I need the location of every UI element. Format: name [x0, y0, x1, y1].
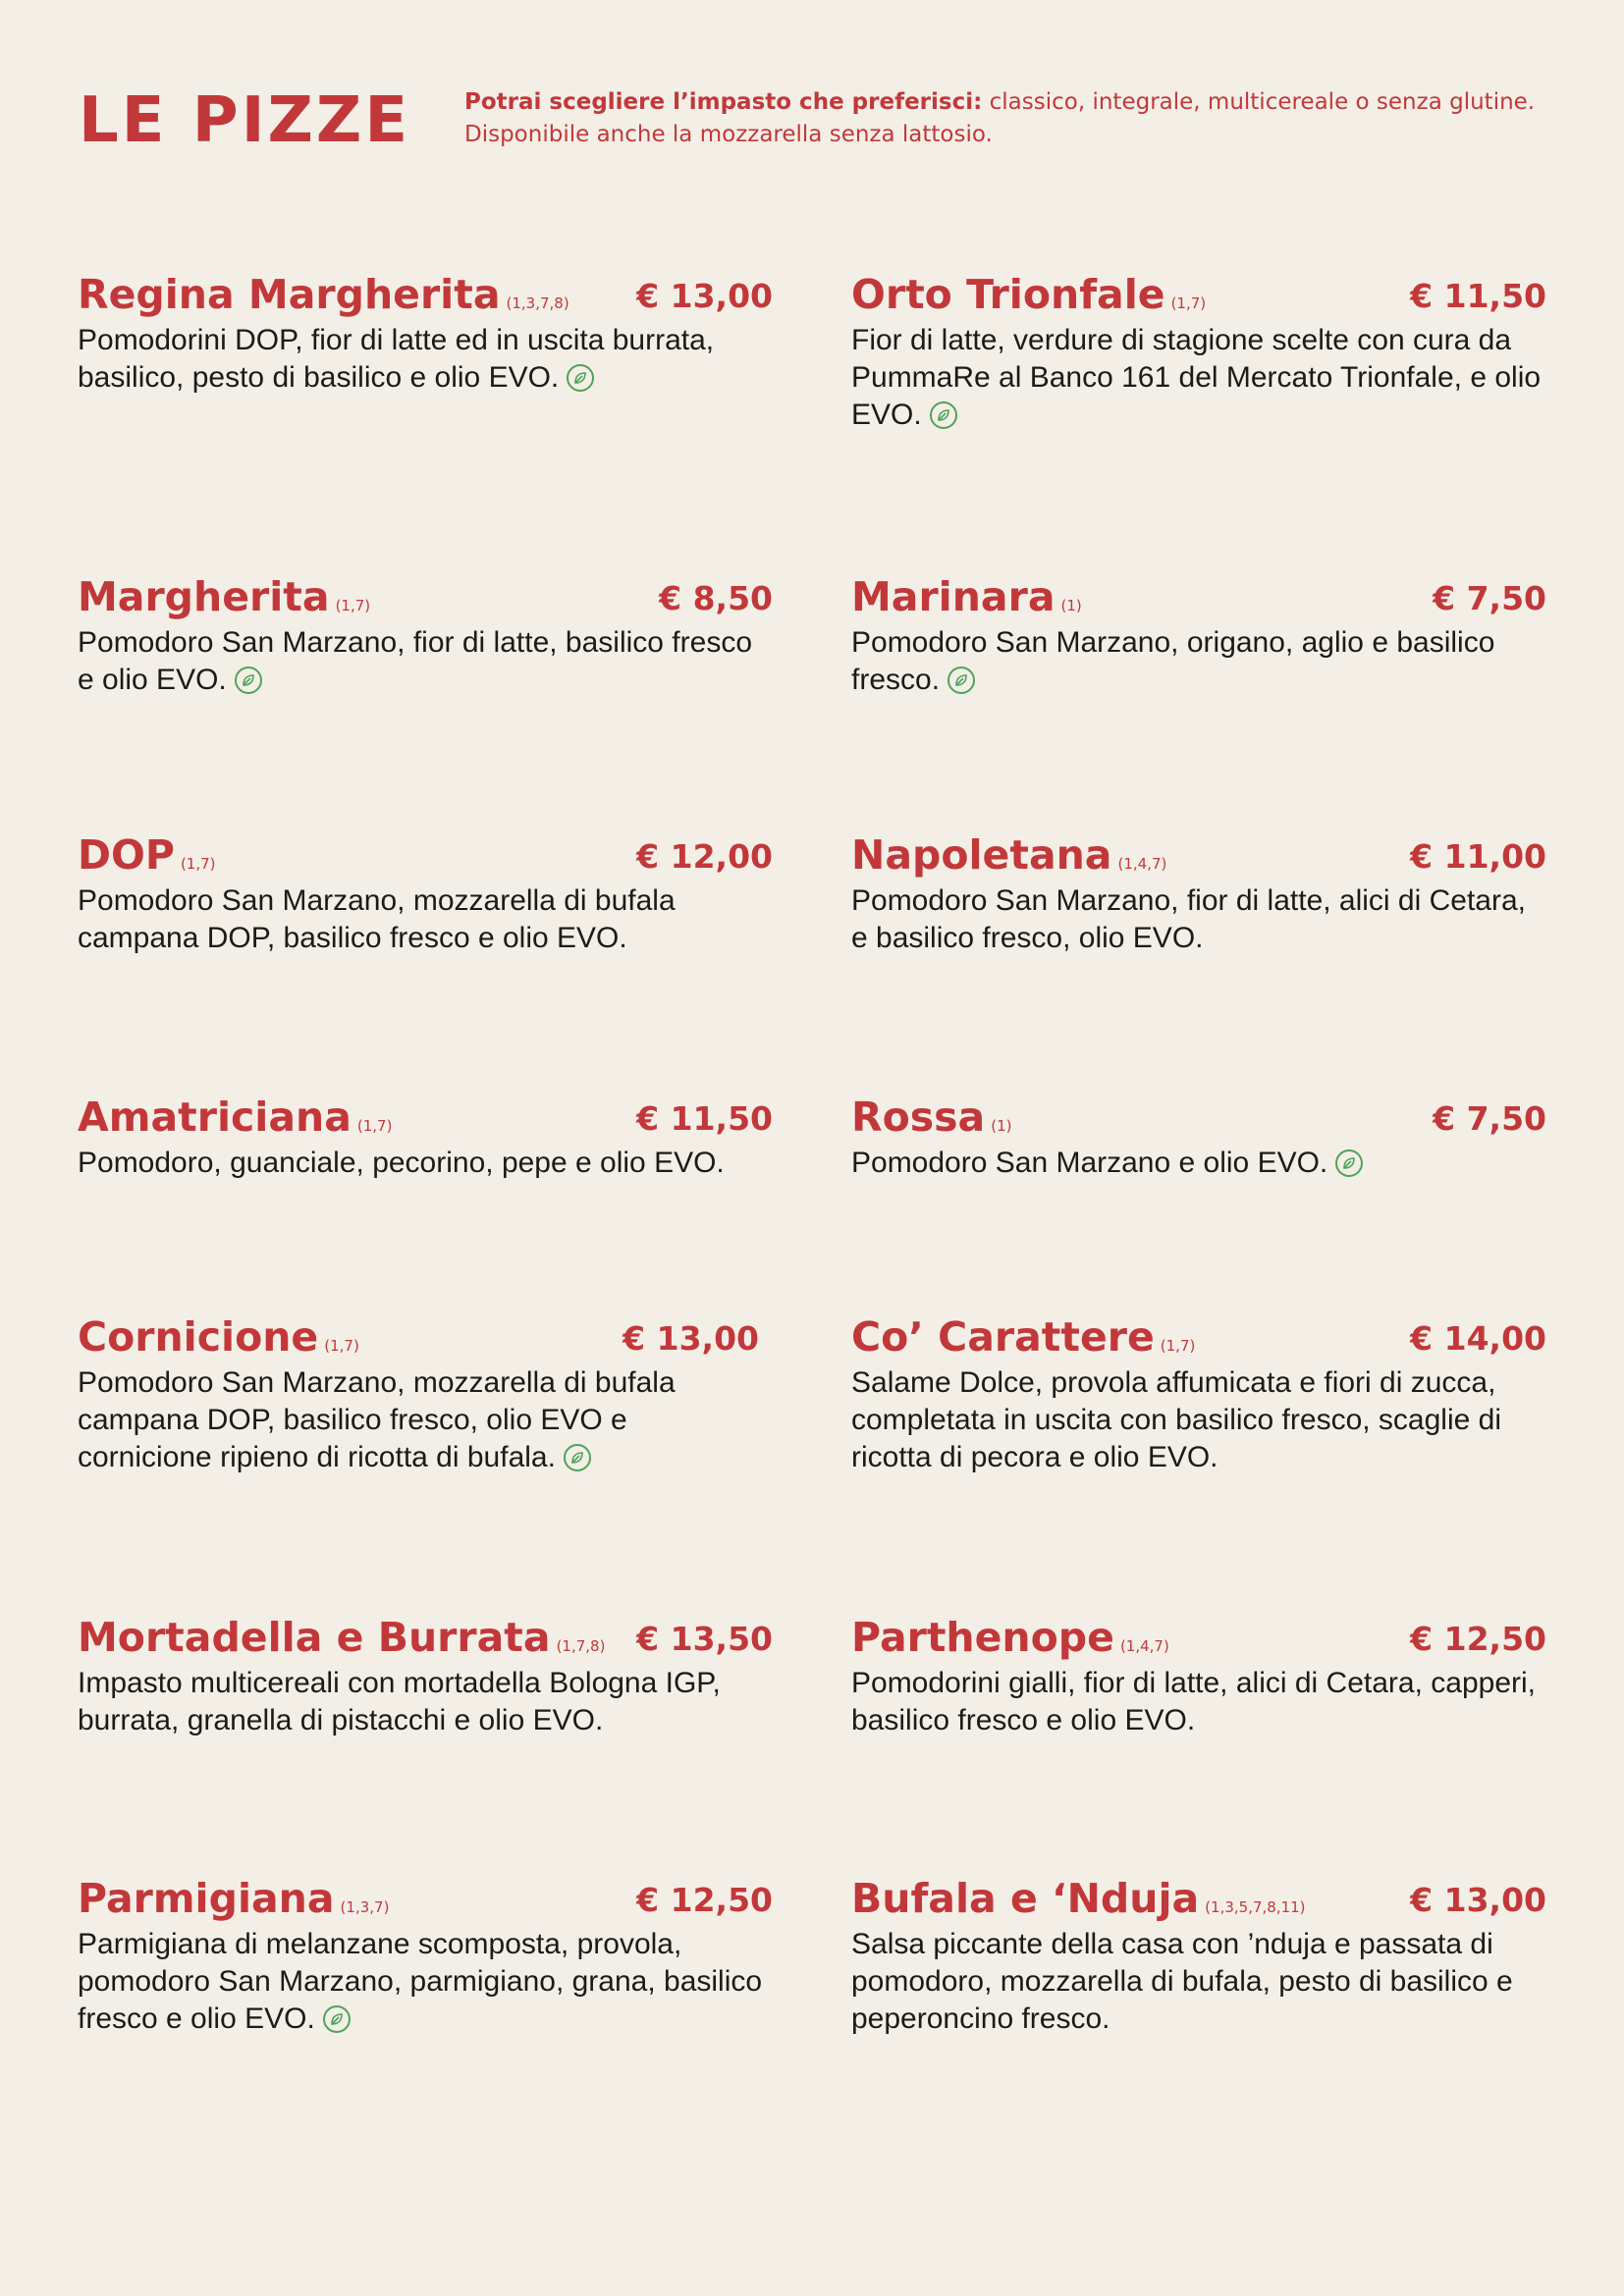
pizza-description-text: Pomodorini gialli, fior di latte, alici di Cetara, capperi, basilico fresco e olio EVO. — [851, 1667, 1536, 1736]
pizza-name: Parmigiana — [78, 1875, 335, 1922]
intro-bold: Potrai scegliere l’impasto che preferisci: — [464, 89, 983, 115]
pizza-description — [851, 1364, 1546, 1476]
pizza-description-text: Pomodoro, guanciale, pecorino, pepe e olio EVO. — [78, 1147, 725, 1179]
pizza-price: € 13,00 — [623, 1319, 759, 1358]
pizza-header — [78, 1309, 759, 1364]
page-title: LE PIZZE — [79, 84, 411, 157]
pizza-name: Margherita — [78, 573, 330, 620]
pizza-description — [78, 1364, 759, 1476]
pizza-name: Mortadella e Burrata — [78, 1614, 551, 1661]
pizza-price: € 13,00 — [1410, 1881, 1546, 1919]
pizza-header — [851, 828, 1546, 882]
pizza-header — [851, 569, 1546, 624]
pizza-header — [851, 1090, 1546, 1145]
pizza-item — [78, 1090, 773, 1182]
leaf-icon — [947, 667, 975, 694]
pizza-description — [851, 1665, 1546, 1739]
pizza-item — [851, 1090, 1546, 1182]
leaf-icon — [323, 2005, 351, 2033]
pizza-allergens: (1,7) — [335, 597, 371, 614]
pizza-item — [78, 828, 773, 957]
pizza-header — [78, 267, 773, 322]
pizza-description — [851, 1926, 1546, 2038]
pizza-price: € 8,50 — [659, 579, 773, 617]
pizza-description-text: Pomodoro San Marzano, origano, aglio e basilico fresco. — [851, 626, 1495, 696]
pizza-header — [851, 1610, 1546, 1665]
pizza-allergens: (1,7,8) — [556, 1637, 606, 1655]
pizza-item — [851, 267, 1546, 434]
pizza-allergens: (1,3,7,8) — [506, 294, 569, 312]
pizza-description — [78, 624, 773, 699]
pizza-item — [78, 1610, 773, 1739]
pizza-name: Cornicione — [78, 1313, 319, 1361]
pizza-description-text: Pomodoro San Marzano, fior di latte, basilico fresco e olio EVO. — [78, 626, 752, 696]
pizza-item — [851, 828, 1546, 957]
pizza-description-text: Pomodoro San Marzano, mozzarella di bufala campana DOP, basilico fresco, olio EVO e cornicione ripieno di ricotta di bufala. — [78, 1366, 676, 1473]
pizza-description — [78, 882, 773, 957]
pizza-description-text: Pomodoro San Marzano e olio EVO. — [851, 1147, 1328, 1179]
pizza-name: Co’ Carattere — [851, 1313, 1155, 1361]
pizza-allergens: (1,7) — [324, 1337, 359, 1355]
pizza-price: € 11,50 — [636, 1099, 773, 1138]
pizza-item — [78, 569, 773, 699]
pizza-description-text: Pomodorini DOP, fior di latte ed in uscita burrata, basilico, pesto di basilico e olio EVO. — [78, 324, 715, 394]
pizza-name: Napoletana — [851, 831, 1112, 879]
pizza-description-text: Fior di latte, verdure di stagione scelte con cura da PummaRe al Banco 161 del Mercato Trionfale, e olio EVO. — [851, 324, 1542, 431]
pizza-item — [851, 1309, 1546, 1476]
pizza-allergens: (1) — [1060, 597, 1082, 614]
pizza-header — [78, 1871, 773, 1926]
pizza-price: € 13,50 — [636, 1620, 773, 1658]
intro-line2: Disponibile anche la mozzarella senza lattosio. — [464, 122, 993, 147]
pizza-header — [851, 267, 1546, 322]
pizza-header — [78, 1090, 773, 1145]
pizza-description — [851, 882, 1546, 957]
intro-rest: classico, integrale, multicereale o senza glutine. — [982, 89, 1536, 115]
pizza-name: Orto Trionfale — [851, 271, 1165, 318]
pizza-allergens: (1,7) — [1170, 294, 1207, 312]
pizza-name: DOP — [78, 831, 175, 879]
pizza-header — [851, 1309, 1546, 1364]
pizza-price: € 12,00 — [636, 837, 773, 876]
menu-header — [79, 77, 1551, 175]
pizza-description-text: Salsa piccante della casa con ’nduja e passata di pomodoro, mozzarella di bufala, pesto di basilico e peperoncino fresco. — [851, 1928, 1513, 2035]
pizza-name: Amatriciana — [78, 1094, 352, 1141]
pizza-allergens: (1,3,5,7,8,11) — [1205, 1898, 1306, 1916]
pizza-header — [851, 1871, 1546, 1926]
pizza-price: € 12,50 — [1410, 1620, 1546, 1658]
intro-text — [464, 86, 1554, 151]
leaf-icon — [1335, 1149, 1363, 1177]
pizza-header — [78, 1610, 773, 1665]
pizza-allergens: (1) — [991, 1117, 1012, 1135]
pizza-description — [851, 322, 1546, 434]
pizza-description-text: Parmigiana di melanzane scomposta, provola, pomodoro San Marzano, parmigiano, grana, basilico fresco e olio EVO. — [78, 1928, 763, 2035]
pizza-description — [78, 1926, 773, 2038]
pizza-allergens: (1,4,7) — [1119, 1637, 1169, 1655]
pizza-header — [78, 569, 773, 624]
leaf-icon — [235, 667, 262, 694]
pizza-price: € 7,50 — [1433, 1099, 1546, 1138]
pizza-name: Parthenope — [851, 1614, 1114, 1661]
pizza-name: Regina Margherita — [78, 271, 501, 318]
pizza-allergens: (1,7) — [356, 1117, 393, 1135]
pizza-allergens: (1,7) — [1160, 1337, 1196, 1355]
pizza-price: € 11,50 — [1410, 277, 1546, 315]
pizza-price: € 13,00 — [636, 277, 773, 315]
pizza-allergens: (1,7) — [180, 855, 216, 873]
pizza-description — [851, 1145, 1546, 1182]
pizza-name: Marinara — [851, 573, 1056, 620]
pizza-item — [78, 1871, 773, 2038]
pizza-allergens: (1,3,7) — [340, 1898, 390, 1916]
pizza-item — [851, 569, 1546, 699]
pizza-price: € 11,00 — [1410, 837, 1546, 876]
pizza-description-text: Pomodoro San Marzano, mozzarella di bufala campana DOP, basilico fresco e olio EVO. — [78, 884, 676, 954]
leaf-icon — [930, 401, 957, 429]
pizza-price: € 12,50 — [636, 1881, 773, 1919]
leaf-icon — [567, 364, 594, 392]
pizza-item — [851, 1871, 1546, 2038]
pizza-description-text: Salame Dolce, provola affumicata e fiori di zucca, completata in uscita con basilico fresco, scaglie di ricotta di pecora e olio EVO. — [851, 1366, 1501, 1473]
leaf-icon — [564, 1444, 591, 1471]
pizza-price: € 7,50 — [1433, 579, 1546, 617]
pizza-description-text: Impasto multicereali con mortadella Bologna IGP, burrata, granella di pistacchi e olio EVO. — [78, 1667, 721, 1736]
pizza-price: € 14,00 — [1410, 1319, 1546, 1358]
pizza-item — [78, 267, 773, 397]
pizza-header — [78, 828, 773, 882]
pizza-item — [851, 1610, 1546, 1739]
pizza-description — [78, 1145, 773, 1182]
pizza-description — [78, 322, 773, 397]
pizza-description-text: Pomodoro San Marzano, fior di latte, alici di Cetara, e basilico fresco, olio EVO. — [851, 884, 1526, 954]
pizza-item — [78, 1309, 759, 1476]
pizza-name: Bufala e ‘Nduja — [851, 1875, 1200, 1922]
pizza-name: Rossa — [851, 1094, 986, 1141]
pizza-description — [78, 1665, 773, 1739]
pizza-allergens: (1,4,7) — [1117, 855, 1167, 873]
pizza-description — [851, 624, 1546, 699]
